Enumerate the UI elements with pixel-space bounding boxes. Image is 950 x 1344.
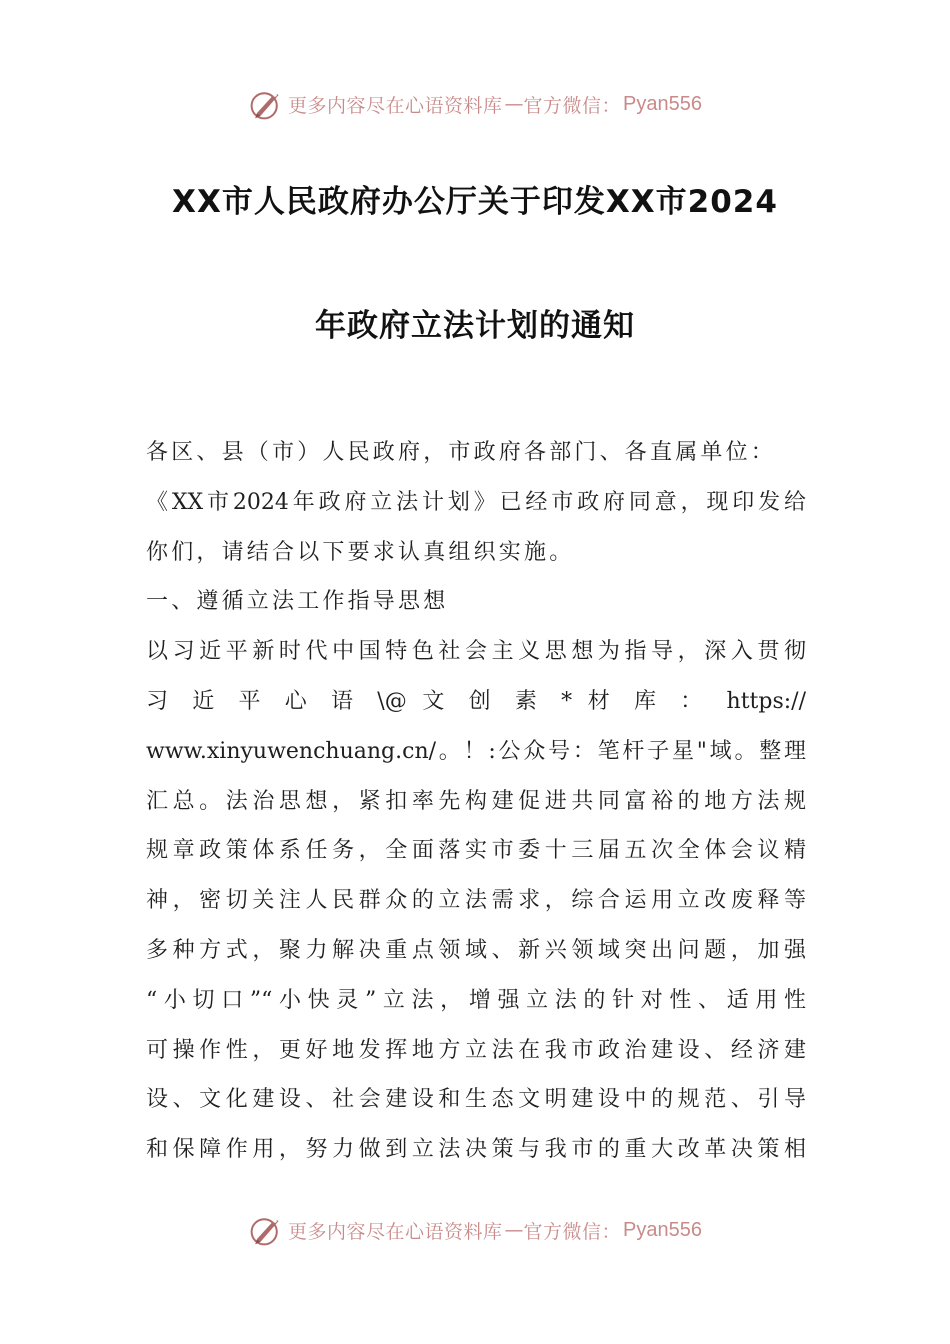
header-contact-label: 官方微信： <box>523 94 622 117</box>
body-line: 多种方式，聚力解决重点领域、新兴领域突出问题，加强 <box>146 937 806 963</box>
document-title-line-2: 年政府立法计划的通知 <box>315 308 635 344</box>
body-line: 设、文化建设、社会建设和生态文明建设中的规范、引导 <box>146 1087 806 1113</box>
body-line: 神，密切关注人民群众的立法需求，综合运用立改废释等 <box>146 888 806 914</box>
footer-contact-label: 官方微信： <box>523 1220 622 1243</box>
header-watermark-separator: — <box>504 93 524 115</box>
body-line: 《XX市2024年政府立法计划》已经市政府同意，现印发给 <box>146 489 806 515</box>
document-title-line-1: XX市人民政府办公厅关于印发XX市2024 <box>172 184 778 220</box>
footer-watermark <box>0 1210 950 1250</box>
footer-watermark-separator: — <box>504 1219 524 1241</box>
body-line: 和保障作用，努力做到立法决策与我市的重大改革决策相 <box>146 1137 806 1163</box>
document-body <box>146 428 806 1175</box>
section-heading: 一、遵循立法工作指导思想 <box>146 589 449 615</box>
header-contact-id: Pyan556 <box>623 92 702 115</box>
body-line: 各区、县（市）人民政府，市政府各部门、各直属单位： <box>146 440 777 465</box>
body-line: 你们，请结合以下要求认真组织实施。 <box>146 539 575 565</box>
pen-logo-icon <box>248 86 284 122</box>
header-watermark <box>0 84 950 124</box>
footer-watermark-text: 更多内容尽在心语资料库 <box>288 1220 503 1243</box>
pen-logo-icon <box>248 1212 284 1248</box>
body-line: 可操作性，更好地发挥地方立法在我市政治建设、经济建 <box>146 1037 806 1063</box>
body-line: 规章政策体系任务，全面落实市委十三届五次全体会议精 <box>146 838 806 864</box>
header-watermark-text: 更多内容尽在心语资料库 <box>288 94 503 117</box>
body-line: “小切口”“小快灵”立法，增强立法的针对性、适用性 <box>146 987 806 1013</box>
body-line: 以习近平新时代中国特色社会主义思想为指导，深入贯彻 <box>146 639 806 665</box>
body-line: www.xinyuwenchuang.cn/。！:公众号：笔杆子星"域。整理 <box>146 738 806 764</box>
body-line: 汇总。法治思想，紧扣率先构建促进共同富裕的地方法规 <box>146 788 806 814</box>
body-line: 习 近 平 心 语 \@ 文 创 素 * 材 库 ： https:// <box>146 688 806 714</box>
footer-contact-id: Pyan556 <box>623 1218 702 1241</box>
